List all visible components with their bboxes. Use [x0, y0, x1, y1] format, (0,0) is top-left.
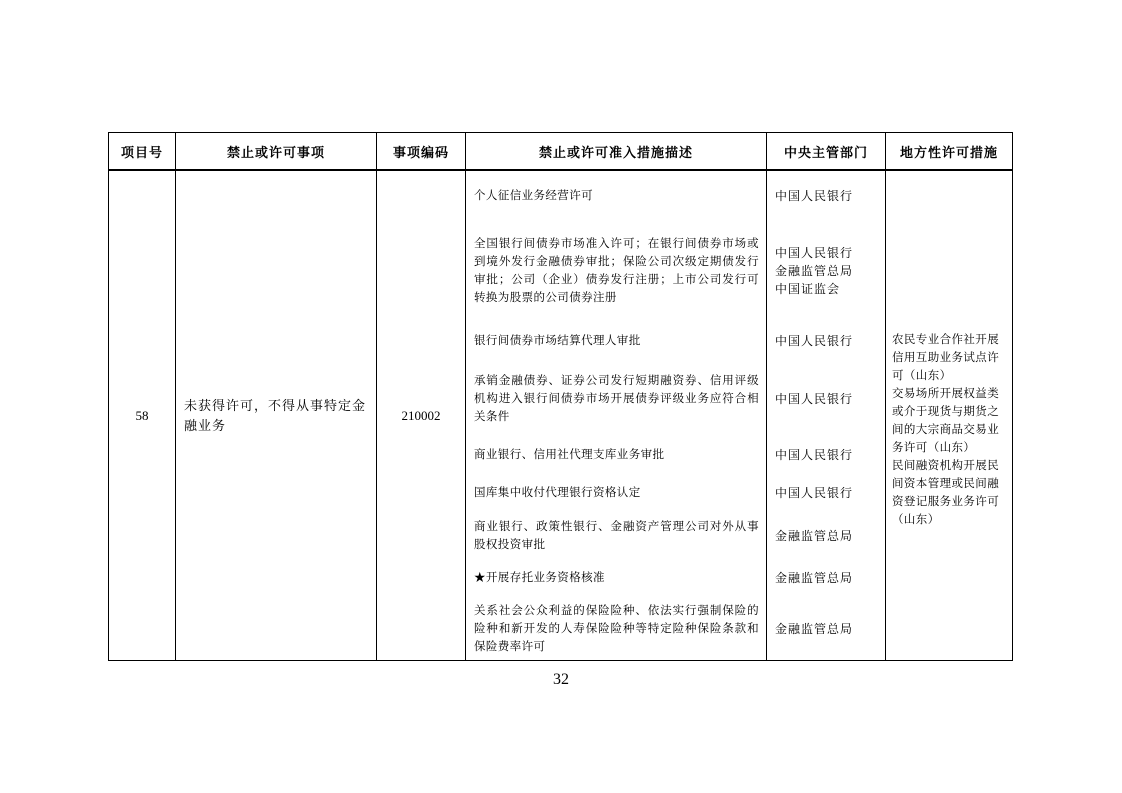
- central-dept-line: 中国人民银行: [775, 334, 854, 348]
- measure-description: 国库集中收付代理银行资格认定: [474, 487, 641, 499]
- central-dept: [767, 244, 885, 298]
- table-body-row: [109, 171, 1012, 660]
- measure-row: [466, 187, 885, 205]
- local-measure: 交易场所开展权益类或介于现货与期货之间的大宗商品交易业务许可（山东）: [892, 388, 1000, 454]
- measure-row: [466, 446, 885, 464]
- measure-row: [466, 484, 885, 502]
- central-dept-line: 金融监管总局: [775, 264, 854, 278]
- measure-row: [466, 372, 885, 426]
- measure-description: ★开展存托业务资格核准: [474, 572, 605, 584]
- measure-row: [466, 518, 885, 554]
- central-dept-line: 金融监管总局: [775, 571, 854, 585]
- header-item: 禁止或许可事项: [176, 133, 377, 169]
- header-project-no: 项目号: [109, 133, 176, 169]
- measure-row: [466, 569, 885, 587]
- measure-row: [466, 332, 885, 350]
- central-dept: [767, 527, 885, 545]
- cell-measures-group: [466, 171, 886, 660]
- cell-item-code: 210002: [377, 171, 466, 660]
- central-dept: [767, 484, 885, 502]
- header-item-code: 事项编码: [377, 133, 466, 169]
- central-dept: [767, 332, 885, 350]
- table-header-row: [109, 133, 1012, 171]
- central-dept-line: 中国人民银行: [775, 448, 854, 462]
- central-dept: [767, 446, 885, 464]
- central-dept-line: 中国证监会: [775, 282, 841, 296]
- measure-description: 全国银行间债券市场准入许可；在银行间债券市场或到境外发行金融债券审批；保险公司次级定期债发行审批；公司（企业）债券发行注册；上市公司发行可转换为股票的公司债券注册: [474, 238, 759, 304]
- measure-description: 关系社会公众利益的保险险种、依法实行强制保险的险种和新开发的人寿保险险种等特定险种保险条款和保险费率许可: [474, 605, 759, 653]
- central-dept-line: 金融监管总局: [775, 529, 854, 543]
- measure-description: 商业银行、信用社代理支库业务审批: [474, 449, 665, 461]
- cell-local-measures: [886, 171, 1012, 660]
- central-dept: [767, 569, 885, 587]
- page-number: 32: [553, 671, 569, 688]
- measure-row: [466, 602, 885, 656]
- measure-description: 商业银行、政策性银行、金融资产管理公司对外从事股权投资审批: [474, 521, 759, 551]
- central-dept-line: 中国人民银行: [775, 189, 854, 203]
- measure-description: 承销金融债券、证券公司发行短期融资券、信用评级机构进入银行间债券市场开展债券评级业务应符合相关条件: [474, 375, 759, 423]
- central-dept-line: 中国人民银行: [775, 246, 854, 260]
- central-dept: [767, 390, 885, 408]
- measure-row: [466, 235, 885, 307]
- header-central-dept: 中央主管部门: [783, 144, 868, 160]
- central-dept: [767, 620, 885, 638]
- central-dept-line: 金融监管总局: [775, 622, 854, 636]
- header-local-measures: 地方性许可措施: [899, 144, 998, 160]
- header-measure-desc: 禁止或许可准入措施描述: [466, 133, 767, 169]
- measure-description: 个人征信业务经营许可: [474, 190, 593, 202]
- admission-measures-table: [108, 132, 1013, 661]
- cell-item: 未获得许可，不得从事特定金融业务: [176, 171, 377, 660]
- measures-list: [466, 171, 885, 660]
- cell-project-no: 58: [109, 171, 176, 660]
- measure-description: 银行间债券市场结算代理人审批: [474, 335, 641, 347]
- header-measures-group: [466, 133, 886, 169]
- central-dept: [767, 187, 885, 205]
- local-measure: 民间融资机构开展民间资本管理或民间融资登记服务业务许可（山东）: [892, 460, 1000, 526]
- local-measure: 农民专业合作社开展信用互助业务试点许可（山东）: [892, 334, 1000, 382]
- central-dept-line: 中国人民银行: [775, 486, 854, 500]
- central-dept-line: 中国人民银行: [775, 392, 854, 406]
